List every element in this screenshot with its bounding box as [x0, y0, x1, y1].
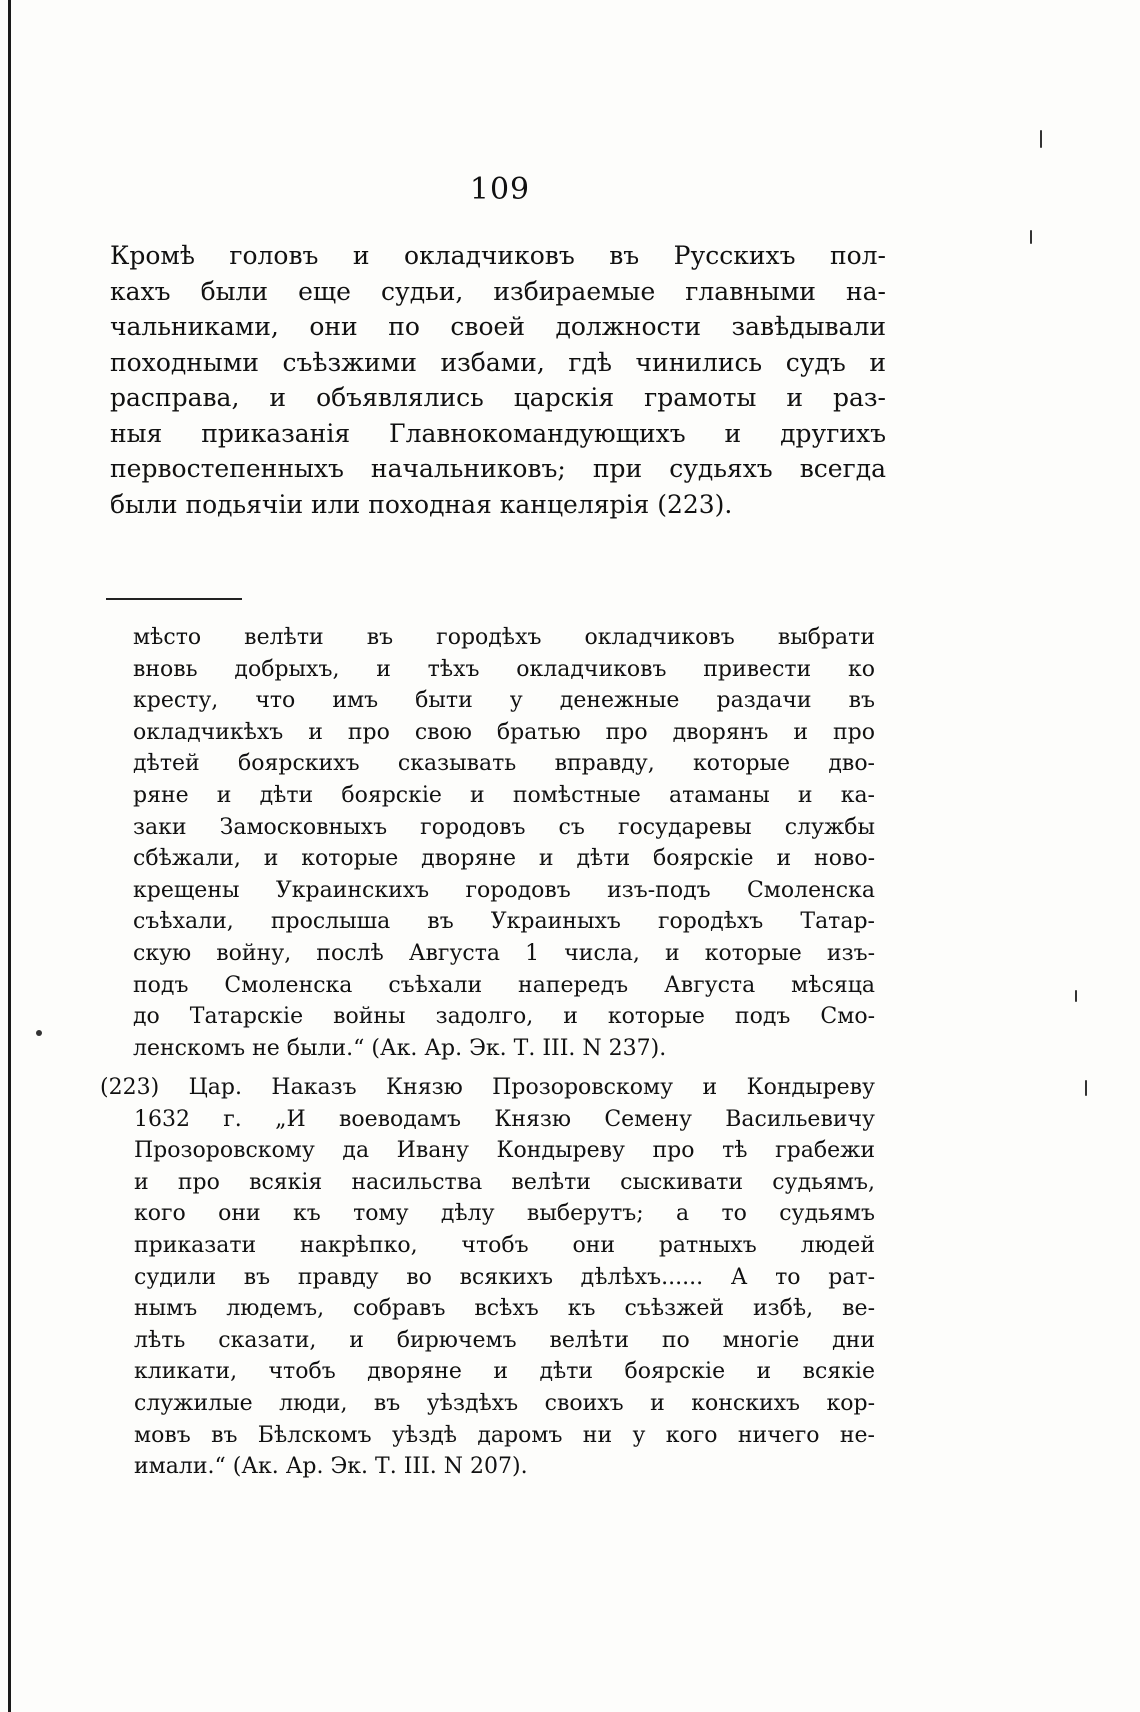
footnote-line: Прозоровскому да Ивану Кондыреву про тѣ грабежи [134, 1138, 875, 1164]
footnote-line: сбѣжали, и которые дворяне и дѣти боярскіе и ново- [133, 846, 875, 872]
footnote-line: ленскомъ не были.“ (Ак. Ар. Эк. Т. III. N 237). [133, 1035, 667, 1061]
main-line: Кромѣ головъ и окладчиковъ въ Русскихъ пол- [110, 241, 886, 270]
footnote-line: кликати, чтобъ дворяне и дѣти боярскіе и всякіе [134, 1359, 875, 1385]
main-line: первостепенныхъ начальниковъ; при судьяхъ всегда [110, 454, 886, 483]
footnote-line: крещены Украинскихъ городовъ изъ-подъ Смоленска [133, 877, 875, 903]
footnote-line: мѣсто велѣти въ городѣхъ окладчиковъ выбрати [133, 625, 875, 650]
main-line: были подьячіи или походная канцелярія (223). [110, 489, 733, 519]
main-line: походными съѣзжими избами, гдѣ чинились судъ и [110, 347, 886, 377]
footnote-line: служилые люди, въ уѣздѣхъ своихъ и конскихъ кор- [134, 1390, 875, 1416]
footnote-line: вновь добрыхъ, и тѣхъ окладчиковъ привести ко [133, 656, 875, 682]
print-speck [1085, 1080, 1087, 1096]
main-paragraph [110, 238, 886, 522]
footnote-line: лѣть сказати, и бирючемъ велѣти по многіе дни [134, 1327, 875, 1353]
footnote-line: имали.“ (Ак. Ар. Эк. Т. III. N 207). [134, 1454, 528, 1480]
footnote-line: кого они къ тому дѣлу выберутъ; а то судьямъ [134, 1201, 875, 1227]
page-number: 109 [469, 172, 531, 207]
footnote-line: до Татарскіе войны задолго, и которые подъ Смо- [133, 1004, 875, 1030]
main-line: кахъ были еще судьи, избираемые главными на- [110, 276, 886, 306]
print-speck [1030, 230, 1032, 244]
footnote-line: окладчикѣхъ и про свою братью про дворянъ и про [133, 719, 875, 745]
print-speck [1075, 990, 1077, 1002]
footnote-line: и про всякія насильства велѣти сыскивати судьямъ, [134, 1169, 875, 1195]
footnote-continued [133, 622, 875, 1064]
footnote-line: заки Замосковныхъ городовъ съ государевы службы [133, 814, 875, 840]
footnote-line: скую войну, послѣ Августа 1 числа, и которые изъ- [133, 940, 875, 966]
footnote-line: судили въ правду во всякихъ дѣлѣхъ...... А то рат- [134, 1264, 875, 1290]
footnote-line: дѣтей боярскихъ сказывать вправду, которые дво- [133, 751, 875, 777]
footnote-line: подъ Смоленска съѣхали напередъ Августа мѣсяца [133, 972, 875, 998]
footnote-line: ряне и дѣти боярскіе и помѣстные атаманы и ка- [133, 782, 875, 808]
main-line: чальниками, они по своей должности завѣдывали [110, 312, 886, 341]
print-speck [36, 1030, 42, 1036]
footnote-line: нымъ людемъ, собравъ всѣхъ къ съѣзжей избѣ, ве- [134, 1296, 875, 1322]
footnote-separator [106, 598, 242, 600]
footnote-line: съѣхали, прослыша въ Украиныхъ городѣхъ Татар- [133, 909, 875, 935]
main-line: ныя приказанія Главнокомандующихъ и другихъ [110, 418, 886, 448]
footnote-line: 1632 г. „И воеводамъ Князю Семену Васильевичу [134, 1106, 875, 1132]
footnote-line: мовъ въ Бѣлскомъ уѣздѣ даромъ ни у кого ничего не- [134, 1422, 875, 1448]
footnote-line: кресту, что имъ быти у денежные раздачи въ [133, 688, 875, 714]
footnote-line: (223) Цар. Наказъ Князю Прозоровскому и Кондыреву [100, 1075, 875, 1100]
print-speck [1040, 130, 1042, 148]
footnote-223 [100, 1072, 875, 1483]
main-line: расправа, и объявлялись царскія грамоты и раз- [110, 383, 886, 412]
footnote-line: приказати накрѣпко, чтобъ они ратныхъ людей [134, 1232, 875, 1258]
page-edge-shadow [8, 0, 11, 1712]
